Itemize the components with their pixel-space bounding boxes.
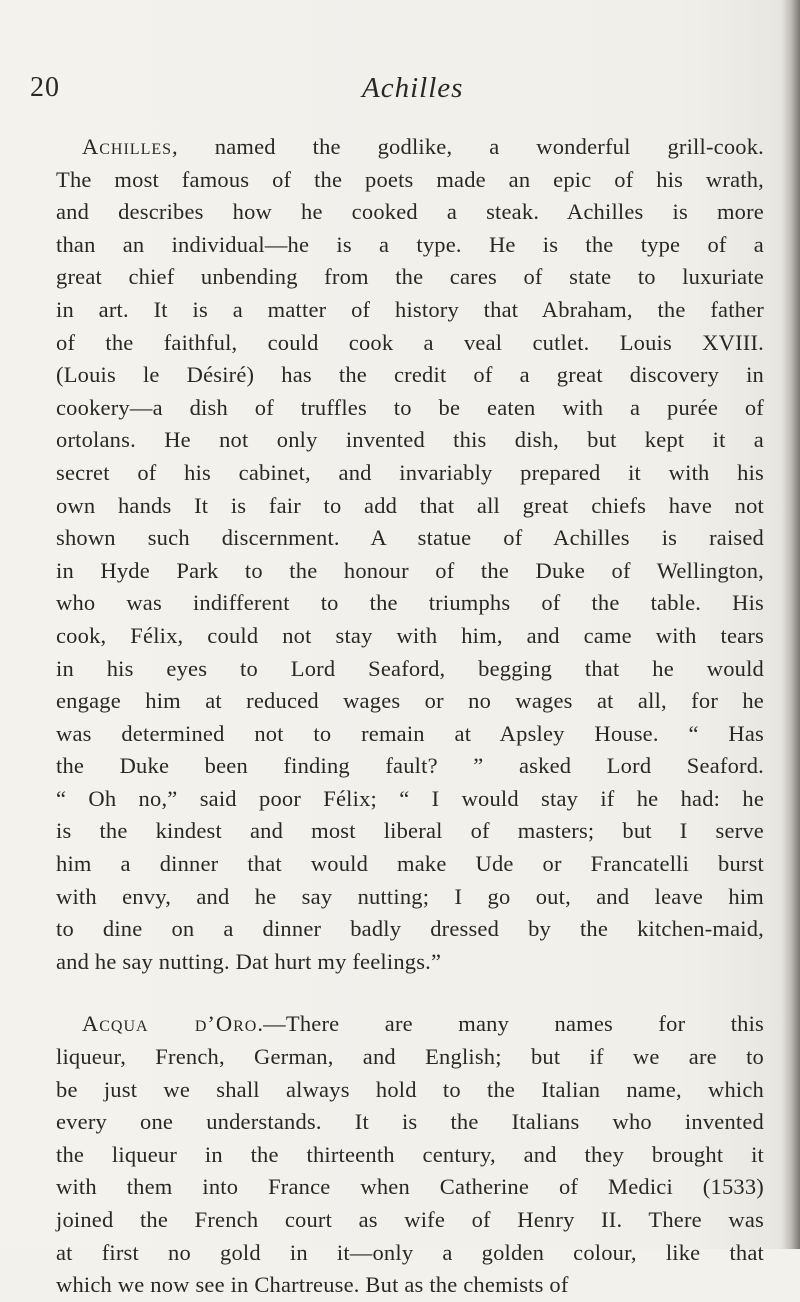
text-line — [56, 392, 764, 425]
text-line — [56, 1171, 764, 1204]
line-text: the Duke been finding fault? ” asked Lord Seaford. — [56, 753, 764, 779]
line-text: liqueur, French, German, and English; but if we are to — [56, 1044, 764, 1070]
text-line — [56, 783, 764, 816]
line-text: of the faithful, could cook a veal cutlet. Louis XVIII. — [56, 329, 764, 355]
text-line — [56, 750, 764, 783]
text-line — [56, 131, 764, 164]
line-text: be just we shall always hold to the Italian name, which — [56, 1076, 764, 1102]
text-line — [56, 327, 764, 360]
text-line — [56, 359, 764, 392]
text-line — [56, 164, 764, 197]
line-text: (Louis le Désiré) has the credit of a great discovery in — [56, 362, 764, 388]
text-line — [56, 881, 764, 914]
text-line — [56, 815, 764, 848]
text-line — [56, 653, 764, 686]
line-text: joined the French court as wife of Henry II. There was — [56, 1207, 764, 1232]
line-text: with them into France when Catherine of Medici (1533) — [56, 1174, 764, 1200]
line-text: with envy, and he say nutting; I go out, and leave him — [56, 883, 764, 909]
text-line — [56, 261, 764, 294]
text-line — [56, 718, 764, 751]
text-line — [56, 1269, 764, 1302]
line-text: every one understands. It is the Italians who invented — [56, 1109, 764, 1135]
line-text: and describes how he cooked a steak. Achilles is more — [56, 199, 764, 225]
entry-heading: Achilles — [82, 134, 173, 159]
line-text: great chief unbending from the cares of state to luxuriate — [56, 264, 764, 290]
line-text: is the kindest and most liberal of masters; but I serve — [56, 818, 764, 844]
text-line — [56, 620, 764, 653]
paragraph — [56, 131, 764, 978]
text-line — [56, 457, 764, 490]
line-text: own hands It is fair to add that all great chiefs have not — [56, 492, 764, 518]
binding-shadow — [782, 0, 800, 1249]
text-line — [56, 587, 764, 620]
line-text: to dine on a dinner badly dressed by the kitchen-maid, — [56, 916, 764, 942]
line-text: , named the godlike, a wonderful grill-cook. — [172, 134, 764, 159]
page-number: 20 — [30, 72, 60, 103]
running-head: Achilles — [362, 72, 464, 104]
line-text: ortolans. He not only invented this dish, but kept it a — [56, 427, 764, 453]
text-line — [56, 555, 764, 588]
text-line — [56, 424, 764, 457]
line-text: secret of his cabinet, and invariably prepared it with his — [56, 459, 764, 485]
line-text: was determined not to remain at Apsley House. “ Has — [56, 720, 764, 746]
text-line — [56, 196, 764, 229]
text-line — [56, 946, 764, 979]
paragraph-gap — [56, 978, 764, 1008]
text-line — [56, 229, 764, 262]
line-text: than an individual—he is a type. He is the type of a — [56, 231, 764, 257]
text-line — [56, 1008, 764, 1041]
line-text: .—There are many names for this — [257, 1011, 765, 1037]
entry-heading: Acqua d’Oro — [82, 1011, 258, 1037]
text-line — [56, 294, 764, 327]
line-text: him a dinner that would make Ude or Francatelli burst — [56, 851, 764, 877]
page-header — [0, 72, 800, 112]
line-text: in his eyes to Lord Seaford, begging that he would — [56, 655, 764, 681]
line-text: in art. It is a matter of history that Abraham, the father — [56, 296, 764, 322]
text-line — [56, 490, 764, 523]
text-line — [56, 685, 764, 718]
line-text: the liqueur in the thirteenth century, and they brought it — [56, 1141, 764, 1167]
line-text: who was indifferent to the triumphs of the table. His — [56, 590, 764, 616]
text-line — [56, 848, 764, 881]
line-text: in Hyde Park to the honour of the Duke of Wellington, — [56, 557, 764, 583]
text-line — [56, 1074, 764, 1107]
line-text: “ Oh no,” said poor Félix; “ I would stay if he had: he — [56, 785, 764, 811]
line-text: cook, Félix, could not stay with him, and came with tears — [56, 622, 764, 648]
text-line — [56, 522, 764, 555]
text-line — [56, 1041, 764, 1074]
line-text: which we now see in Chartreuse. But as the chemists of — [56, 1272, 569, 1298]
line-text: cookery—a dish of truffles to be eaten with a purée of — [56, 394, 764, 420]
line-text: The most famous of the poets made an epic of his wrath, — [56, 166, 764, 192]
text-line — [56, 1237, 764, 1270]
line-text: engage him at reduced wages or no wages at all, for he — [56, 688, 764, 714]
paragraph — [56, 1008, 764, 1301]
line-text: at first no gold in it—only a golden colour, like that — [56, 1239, 764, 1265]
line-text: shown such discernment. A statue of Achilles is raised — [56, 525, 764, 551]
text-line — [56, 1204, 764, 1237]
text-line — [56, 1139, 764, 1172]
body-text — [56, 131, 764, 1302]
line-text: and he say nutting. Dat hurt my feelings.” — [56, 948, 442, 974]
text-line — [56, 1106, 764, 1139]
text-line — [56, 913, 764, 946]
